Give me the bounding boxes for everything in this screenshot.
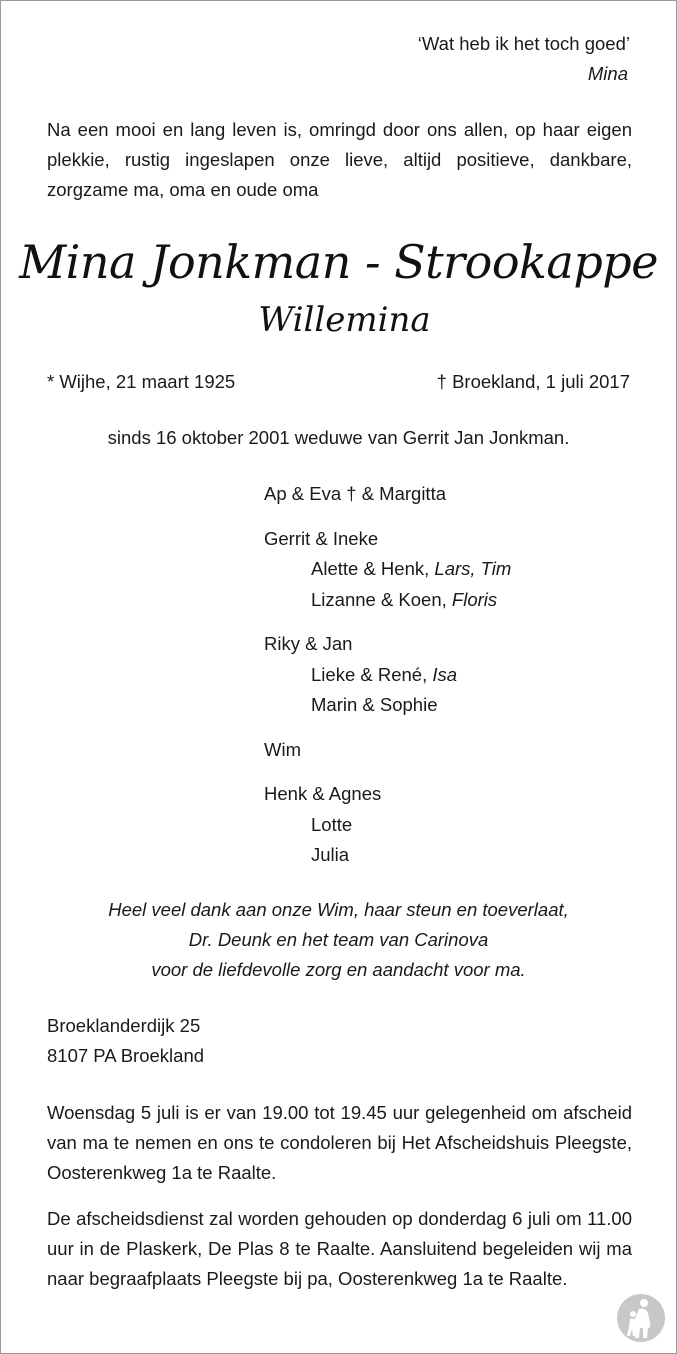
deceased-first-name: Willemina — [258, 300, 431, 340]
quote-text: ‘Wat heb ik het toch goed’ — [417, 33, 630, 54]
thanks-block — [1, 895, 676, 985]
correspondence-address — [47, 1011, 204, 1071]
address-city: 8107 PA Broekland — [47, 1045, 205, 1066]
family-group-name: Gerrit & Ineke — [264, 527, 379, 549]
widow-line: sinds 16 oktober 2001 weduwe van Gerrit Jan Jonkman. — [107, 427, 570, 448]
service-paragraph: De afscheidsdienst zal worden gehouden op donderdag 6 juli om 11.00 uur in de Plaskerk, De Plas 8 te Raalte. Aansluitend begeleiden wij ma naar begraafplaats Pleegste bij pa, Oosterenkweg 1a te Raalte. — [47, 1208, 632, 1289]
grandchildren: Lars, Tim — [434, 558, 512, 579]
family-member: Lieke & René, Isa — [311, 663, 458, 685]
family-group-name: Henk & Agnes — [264, 783, 382, 804]
grandchildren: Floris — [451, 588, 498, 610]
grandchildren: Isa — [432, 663, 458, 685]
deceased-full-name: Mina Jonkman - Strookappe — [19, 235, 658, 289]
family-member: Lotte — [311, 813, 353, 835]
family-member: Alette & Henk, Lars, Tim — [311, 558, 512, 579]
family-list — [264, 479, 511, 871]
death-info: † Broekland, 1 juli 2017 — [436, 371, 630, 392]
memorial-figures-logo-icon — [617, 1294, 665, 1342]
birth-info: * Wijhe, 21 maart 1925 — [47, 371, 236, 392]
family-group-name: Riky & Jan — [264, 633, 353, 654]
quote-author: Mina — [587, 63, 628, 84]
thanks-line: voor de liefdevolle zorg en aandacht voor ma. — [151, 959, 526, 980]
family-member: Julia — [311, 844, 350, 865]
thanks-line: Dr. Deunk en het team van Carinova — [188, 929, 489, 950]
thanks-line: Heel veel dank aan onze Wim, haar steun en toeverlaat, — [108, 899, 569, 920]
quote-block — [418, 29, 630, 89]
family-group-name: Wim — [264, 738, 301, 760]
intro-paragraph: Na een mooi en lang leven is, omringd door ons allen, op haar eigen plekkie, rustig ingeslapen onze lieve, altijd positieve, dankbare, zorgzame ma, oma en oude oma — [47, 119, 632, 200]
condolence-paragraph: Woensdag 5 juli is er van 19.00 tot 19.45 uur gelegenheid om afscheid van ma te nemen en ons te condoleren bij Het Afscheidshuis Pleegste, Oosterenkweg 1a te Raalte. — [47, 1102, 632, 1183]
address-street: Broeklanderdijk 25 — [47, 1015, 201, 1036]
family-member: Lizanne & Koen, Floris — [311, 588, 498, 610]
family-member: Marin & Sophie — [311, 694, 438, 715]
family-group-name: Ap & Eva † & Margitta — [264, 483, 447, 504]
